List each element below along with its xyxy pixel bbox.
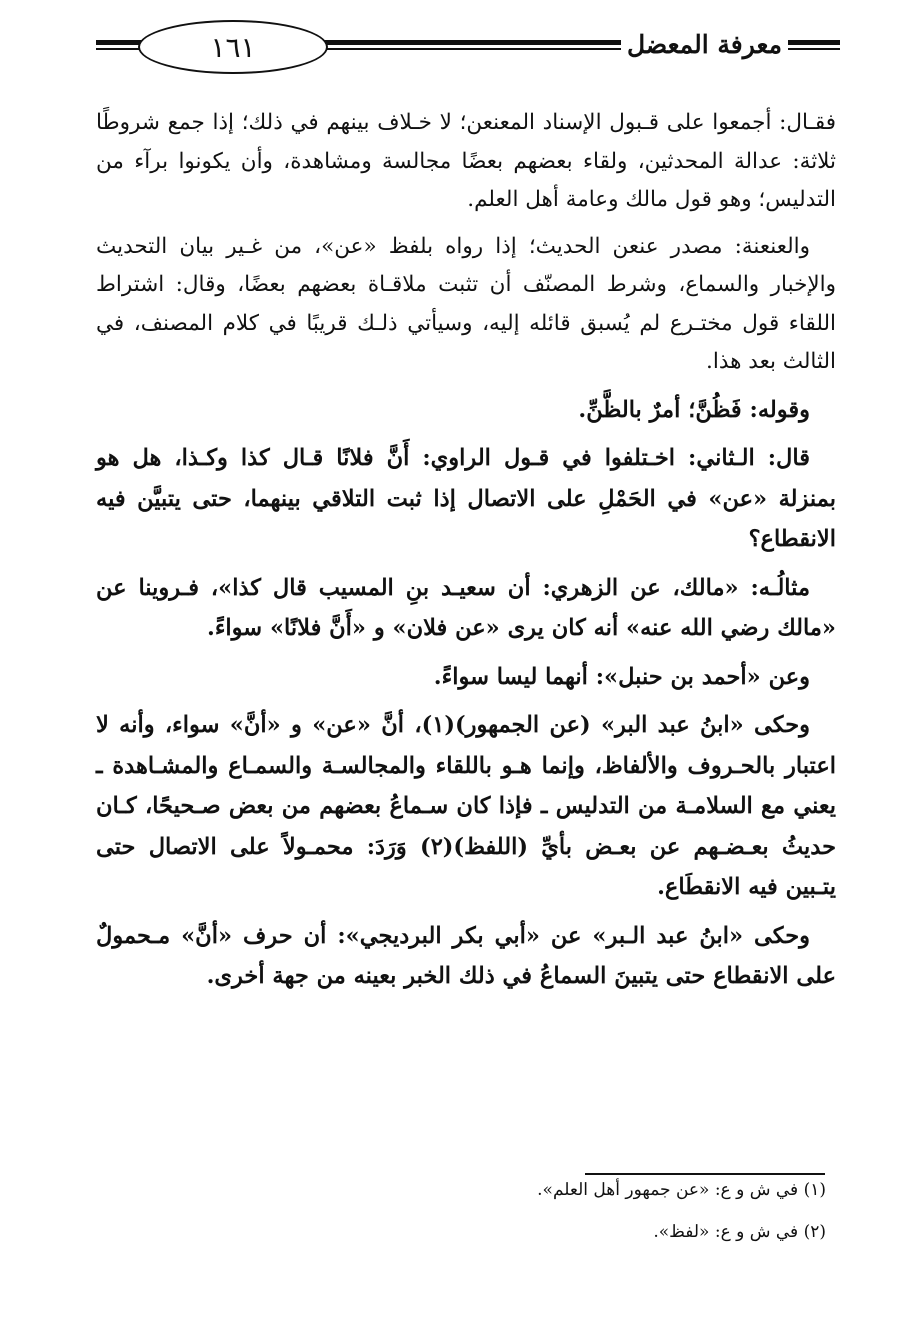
paragraph: والعنعنة: مصدر عنعن الحديث؛ إذا رواه بلفظ «عن»، من غـير بيان التحديث والإخبار والسماع، وشرط المصنّف أن تثبت ملاقـاة بعضهم بعضًا، وقال: اشتراط اللقاء قول مختـرع لم يُسبق قائله إليه، وسيأتي ذلـك قريبًا في كلام المصنف، في الثالث بعد هذا. [96,233,836,374]
paragraph: فقـال: أجمعوا على قـبول الإسناد المعنعن؛ لا خـلاف بينهم في ذلك؛ إذا جمع شروطًا ثلاثة: عدالة المحدثين، ولقاء بعضهم بعضًا مجالسة ومشاهدة، وأن يكونوا برآء من التدليس؛ وهو قول مالك وعامة أهل العلم. [96,110,836,212]
paragraph: وحكى «ابنُ عبد الـبر» عن «أبي بكر البرديجي»: أن حرف «أنَّ» مـحمولٌ على الانقطاع حتى يتبينَ السماعُ في ذلك الخبر بعينه من جهة أخرى. [96,922,836,989]
paragraph: وحكى «ابنُ عبد البر» (عن الجمهور)(١)، أنَّ «عن» و «أنَّ» سواء، وأنه لا اعتبار بالحـروف والألفاظ، وإنما هـو باللقاء والمجالسـة والسمـاع والمشـاهدة ـ يعني مع السلامـة من التدليس ـ فإذا كان سـماعُ بعضهم من بعض صـحيحًا، كـان حديثُ بعـضـهم عن بعـض بأيِّ (اللفظ)(٢) وَرَدَ: محمـولاً على الاتصال حتى يتـبين فيه الانقطَاع. [96,712,837,900]
footnote-separator [585,1173,825,1175]
paragraph: وقوله: فَظُنَّ؛ أمرٌ بالظَّنِّ. [578,396,810,423]
footnotes [226,1178,826,1262]
paragraph: مثالُـه: «مالك، عن الزهري: أن سعيـد بنِ المسيب قال كذا»، فـروينا عن «مالك رضي الله عنه» أنه كان يرى «عن فلان» و «أَنَّ فلانًا» سواءً. [96,574,836,641]
paragraph: قال: الـثاني: اخـتلفوا في قـول الراوي: أَنَّ فلانًا قـال كذا وكـذا، هل هو بمنزلة «عن» في الحَمْلِ على الاتصال إذا ثبت التلاقي بينهما، حتى يتبيَّن فيه الانقطاع؟ [96,445,836,552]
footnote: (٢) في ش و ع: «لفظ». [653,1222,826,1242]
page-number: ١٦١ [210,30,256,64]
running-title: معرفة المعضل [621,30,788,60]
main-text [96,104,836,1005]
page-header [96,18,840,76]
footnote: (١) في ش و ع: «عن جمهور أهل العلم». [537,1180,826,1200]
page-number-oval [138,20,328,74]
paragraph: وعن «أحمد بن حنبل»: أنهما ليسا سواءً. [433,663,810,690]
